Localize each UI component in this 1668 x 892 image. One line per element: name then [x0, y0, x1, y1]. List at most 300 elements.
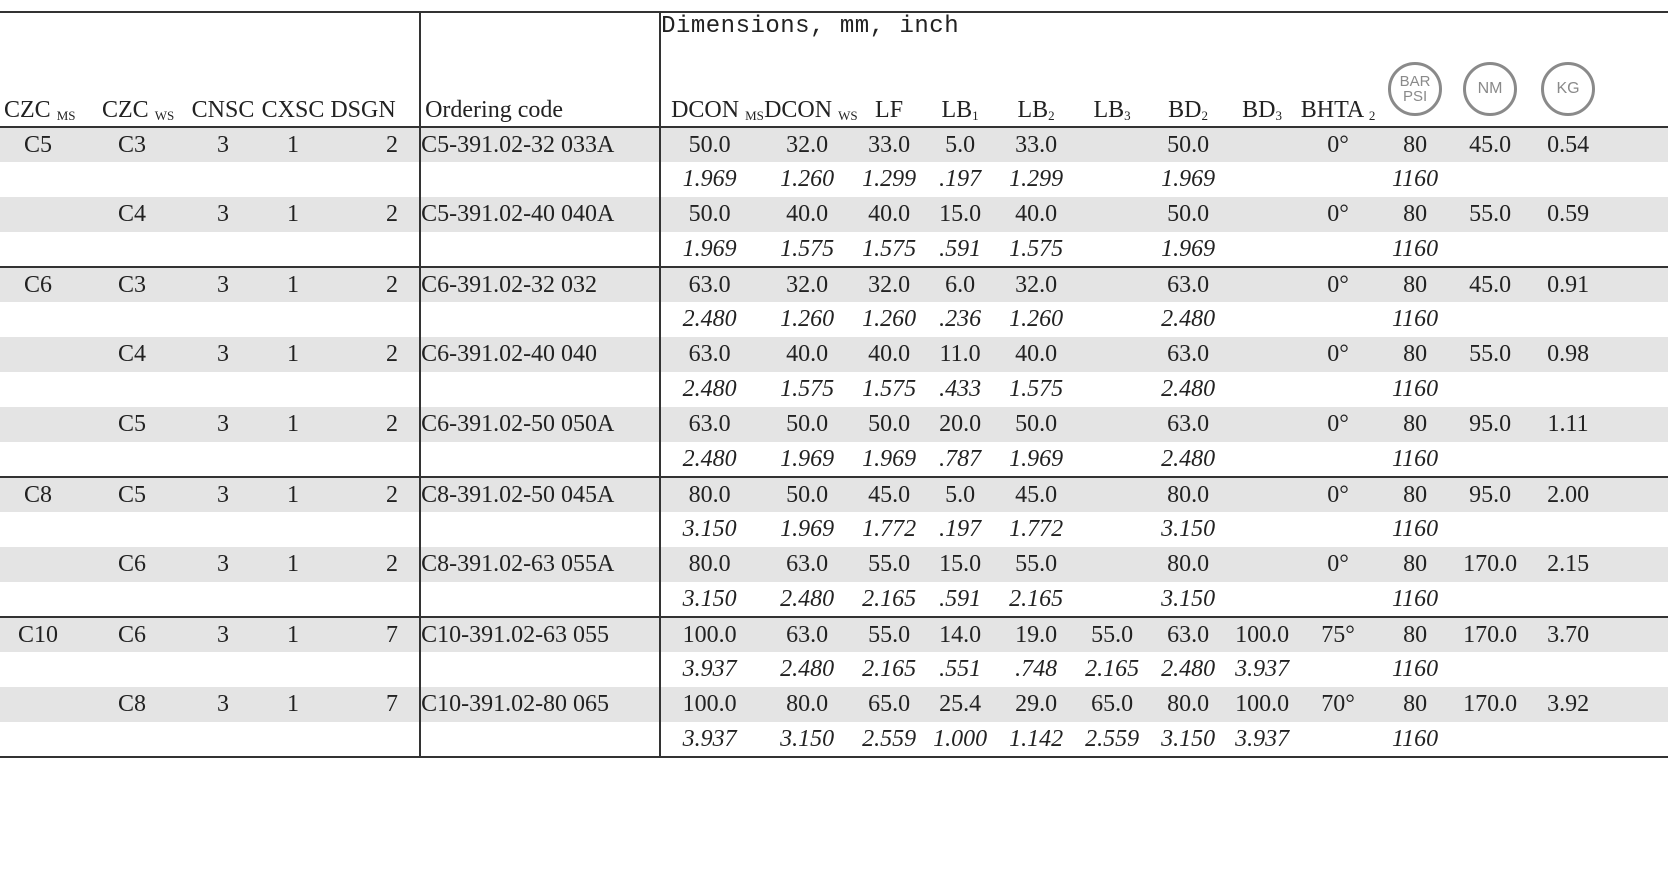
- dcon-ms-inch-cell: 3.150: [660, 582, 758, 617]
- czc-ms-cell: C10: [0, 617, 76, 652]
- bd3-inch-cell: 3.937: [1226, 652, 1298, 687]
- empty-cell: [258, 722, 328, 757]
- empty-cell: [328, 302, 398, 337]
- empty-cell: [1452, 162, 1528, 197]
- czc-ws-cell: C6: [76, 617, 188, 652]
- empty-cell: [1298, 652, 1378, 687]
- kg-cell: 1.11: [1528, 407, 1608, 442]
- psi-cell: 1160: [1378, 372, 1452, 407]
- empty-cell: [420, 582, 660, 617]
- bd2-inch-cell: 1.969: [1150, 232, 1226, 267]
- psi-cell: 1160: [1378, 302, 1452, 337]
- cxsc-cell: 1: [258, 267, 328, 302]
- spacer-cell: [398, 127, 420, 162]
- bd2-cell: 63.0: [1150, 267, 1226, 302]
- lf-cell: 32.0: [856, 267, 922, 302]
- empty-cell: [188, 652, 258, 687]
- table-row-inch: [0, 162, 1668, 197]
- kg-cell: 0.98: [1528, 337, 1608, 372]
- dcon-ms-inch-cell: 2.480: [660, 302, 758, 337]
- cxsc-cell: 1: [258, 197, 328, 232]
- lb2-inch-cell: 1.575: [998, 372, 1074, 407]
- czc-ws-cell: C4: [76, 197, 188, 232]
- bd3-inch-cell: [1226, 232, 1298, 267]
- col-pressure: [1378, 40, 1452, 127]
- cxsc-cell: 1: [258, 687, 328, 722]
- lb1-cell: 11.0: [922, 337, 998, 372]
- table-body: [0, 127, 1668, 757]
- empty-cell: [420, 442, 660, 477]
- empty-cell: [258, 302, 328, 337]
- table-row-inch: [0, 232, 1668, 267]
- bd3-cell: [1226, 547, 1298, 582]
- bd3-cell: 100.0: [1226, 687, 1298, 722]
- spacer-cell: [1608, 442, 1668, 477]
- empty-cell: [328, 442, 398, 477]
- empty-cell: [1528, 652, 1608, 687]
- cnsc-cell: 3: [188, 477, 258, 512]
- lb1-cell: 5.0: [922, 127, 998, 162]
- bhta2-cell: 70°: [1298, 687, 1378, 722]
- table-row-inch: [0, 442, 1668, 477]
- bar-cell: 80: [1378, 477, 1452, 512]
- lb3-inch-cell: [1074, 302, 1150, 337]
- empty-cell: [188, 302, 258, 337]
- cxsc-cell: 1: [258, 477, 328, 512]
- col-cnsc: CNSC: [191, 97, 255, 123]
- bar-cell: 80: [1378, 617, 1452, 652]
- empty-cell: [328, 372, 398, 407]
- lb3-inch-cell: [1074, 162, 1150, 197]
- empty-cell: [76, 722, 188, 757]
- lb1-cell: 14.0: [922, 617, 998, 652]
- bd3-inch-cell: [1226, 162, 1298, 197]
- empty-cell: [1452, 372, 1528, 407]
- dcon-ws-cell: 32.0: [758, 127, 856, 162]
- lb2-inch-cell: 1.260: [998, 302, 1074, 337]
- nm-cell: 95.0: [1452, 407, 1528, 442]
- cnsc-cell: 3: [188, 687, 258, 722]
- nm-cell: 95.0: [1452, 477, 1528, 512]
- nm-cell: 55.0: [1452, 197, 1528, 232]
- lf-cell: 65.0: [856, 687, 922, 722]
- psi-cell: 1160: [1378, 512, 1452, 547]
- empty-cell: [328, 722, 398, 757]
- table-row-inch: [0, 722, 1668, 757]
- lb1-cell: 15.0: [922, 547, 998, 582]
- lf-inch-cell: 1.969: [856, 442, 922, 477]
- bhta2-cell: 75°: [1298, 617, 1378, 652]
- czc-ms-cell: C6: [0, 267, 76, 302]
- empty-cell: [1452, 512, 1528, 547]
- cxsc-cell: 1: [258, 127, 328, 162]
- empty-cell: [420, 232, 660, 267]
- lf-cell: 50.0: [856, 407, 922, 442]
- empty-cell: [258, 232, 328, 267]
- table-row: [0, 337, 1668, 372]
- lb1-cell: 6.0: [922, 267, 998, 302]
- kg-cell: 0.54: [1528, 127, 1608, 162]
- czc-ws-cell: C5: [76, 407, 188, 442]
- kg-cell: 3.92: [1528, 687, 1608, 722]
- table-row-inch: [0, 652, 1668, 687]
- table-row: [0, 687, 1668, 722]
- bar-cell: 80: [1378, 197, 1452, 232]
- bd3-cell: 100.0: [1226, 617, 1298, 652]
- spacer-cell: [398, 302, 420, 337]
- empty-cell: [0, 582, 76, 617]
- bar-cell: 80: [1378, 407, 1452, 442]
- spacer-cell: [398, 477, 420, 512]
- empty-cell: [1452, 302, 1528, 337]
- bd2-cell: 63.0: [1150, 337, 1226, 372]
- dcon-ws-cell: 50.0: [758, 407, 856, 442]
- bhta2-cell: 0°: [1298, 197, 1378, 232]
- lb1-inch-cell: 1.000: [922, 722, 998, 757]
- czc-ms-cell: [0, 407, 76, 442]
- col-bd2: $BD_2$: [1168, 97, 1208, 123]
- table-row-inch: [0, 302, 1668, 337]
- dcon-ms-inch-cell: 2.480: [660, 442, 758, 477]
- empty-cell: [328, 512, 398, 547]
- table-row: [0, 547, 1668, 582]
- lb3-cell: [1074, 547, 1150, 582]
- dcon-ms-cell: 100.0: [660, 617, 758, 652]
- weight-icon: KG: [1541, 62, 1595, 116]
- spacer-cell: [1608, 232, 1668, 267]
- bd3-cell: [1226, 337, 1298, 372]
- lf-inch-cell: 1.299: [856, 162, 922, 197]
- bhta2-cell: 0°: [1298, 127, 1378, 162]
- col-lb1: $LB_1$: [941, 97, 979, 123]
- bar-cell: 80: [1378, 687, 1452, 722]
- lb1-cell: 5.0: [922, 477, 998, 512]
- empty-cell: [1298, 442, 1378, 477]
- bhta2-cell: 0°: [1298, 407, 1378, 442]
- lf-cell: 45.0: [856, 477, 922, 512]
- dcon-ws-inch-cell: 1.260: [758, 162, 856, 197]
- ordering-code-cell: C10-391.02-80 065: [420, 687, 660, 722]
- spacer-cell: [1608, 267, 1668, 302]
- dcon-ms-inch-cell: 2.480: [660, 372, 758, 407]
- psi-cell: 1160: [1378, 162, 1452, 197]
- spacer-cell: [1608, 687, 1668, 722]
- lb2-cell: 32.0: [998, 267, 1074, 302]
- bd3-inch-cell: [1226, 442, 1298, 477]
- empty-cell: [1298, 372, 1378, 407]
- empty-cell: [1452, 232, 1528, 267]
- col-bd3: $BD_3$: [1242, 97, 1282, 123]
- empty-cell: [0, 302, 76, 337]
- dcon-ws-cell: 32.0: [758, 267, 856, 302]
- dcon-ws-inch-cell: 1.969: [758, 512, 856, 547]
- empty-cell: [258, 582, 328, 617]
- header-title-row: [0, 12, 1668, 40]
- spacer-cell: [398, 582, 420, 617]
- col-lb3: $LB_3$: [1093, 97, 1131, 123]
- lf-inch-cell: 2.559: [856, 722, 922, 757]
- cnsc-cell: 3: [188, 197, 258, 232]
- spacer-cell: [398, 547, 420, 582]
- kg-cell: 2.00: [1528, 477, 1608, 512]
- lb1-inch-cell: .197: [922, 162, 998, 197]
- dsgn-cell: 2: [328, 547, 398, 582]
- dcon-ms-cell: 63.0: [660, 407, 758, 442]
- dcon-ms-inch-cell: 1.969: [660, 162, 758, 197]
- czc-ws-cell: C6: [76, 547, 188, 582]
- empty-cell: [328, 232, 398, 267]
- dsgn-cell: 2: [328, 267, 398, 302]
- empty-cell: [1528, 162, 1608, 197]
- empty-cell: [0, 652, 76, 687]
- lb3-inch-cell: [1074, 442, 1150, 477]
- lb1-inch-cell: .787: [922, 442, 998, 477]
- col-cxsc: CXSC: [261, 97, 325, 123]
- empty-cell: [188, 442, 258, 477]
- lb2-cell: 40.0: [998, 337, 1074, 372]
- spacer-cell: [398, 442, 420, 477]
- cxsc-cell: 1: [258, 407, 328, 442]
- col-dcon-ws: DCON $_{WS}$: [764, 97, 858, 123]
- dcon-ms-cell: 100.0: [660, 687, 758, 722]
- dcon-ws-inch-cell: 2.480: [758, 652, 856, 687]
- empty-cell: [76, 232, 188, 267]
- lb3-inch-cell: [1074, 582, 1150, 617]
- czc-ws-cell: C8: [76, 687, 188, 722]
- empty-cell: [328, 582, 398, 617]
- empty-cell: [0, 512, 76, 547]
- bhta2-cell: 0°: [1298, 477, 1378, 512]
- dsgn-cell: 7: [328, 617, 398, 652]
- empty-cell: [188, 722, 258, 757]
- dcon-ms-cell: 63.0: [660, 337, 758, 372]
- nm-cell: 170.0: [1452, 617, 1528, 652]
- lb3-cell: [1074, 197, 1150, 232]
- lb2-cell: 45.0: [998, 477, 1074, 512]
- dcon-ws-inch-cell: 1.969: [758, 442, 856, 477]
- dcon-ws-cell: 63.0: [758, 617, 856, 652]
- bar-cell: 80: [1378, 127, 1452, 162]
- empty-cell: [76, 582, 188, 617]
- czc-ms-cell: [0, 547, 76, 582]
- nm-cell: 45.0: [1452, 267, 1528, 302]
- lb3-cell: [1074, 477, 1150, 512]
- table-row: [0, 617, 1668, 652]
- dcon-ws-cell: 40.0: [758, 337, 856, 372]
- bd3-inch-cell: [1226, 302, 1298, 337]
- czc-ms-cell: C8: [0, 477, 76, 512]
- psi-cell: 1160: [1378, 232, 1452, 267]
- empty-cell: [328, 652, 398, 687]
- dsgn-cell: 2: [328, 477, 398, 512]
- empty-cell: [188, 162, 258, 197]
- spacer-cell: [1608, 652, 1668, 687]
- bd3-cell: [1226, 197, 1298, 232]
- cnsc-cell: 3: [188, 267, 258, 302]
- bhta2-cell: 0°: [1298, 547, 1378, 582]
- ordering-code-cell: C6-391.02-50 050A: [420, 407, 660, 442]
- lf-inch-cell: 1.260: [856, 302, 922, 337]
- psi-cell: 1160: [1378, 582, 1452, 617]
- spacer-cell: [1608, 302, 1668, 337]
- lb1-cell: 15.0: [922, 197, 998, 232]
- empty-cell: [188, 582, 258, 617]
- empty-cell: [76, 372, 188, 407]
- bd2-cell: 80.0: [1150, 687, 1226, 722]
- empty-cell: [420, 372, 660, 407]
- spacer-cell: [398, 687, 420, 722]
- czc-ws-cell: C3: [76, 267, 188, 302]
- lb2-inch-cell: 2.165: [998, 582, 1074, 617]
- spacer-cell: [398, 372, 420, 407]
- table-row-inch: [0, 372, 1668, 407]
- bar-cell: 80: [1378, 267, 1452, 302]
- col-weight: [1528, 40, 1608, 127]
- spacer-cell: [1608, 407, 1668, 442]
- czc-ms-cell: [0, 687, 76, 722]
- col-lb2: $LB_2$: [1017, 97, 1055, 123]
- lb3-cell: [1074, 407, 1150, 442]
- cnsc-cell: 3: [188, 407, 258, 442]
- empty-cell: [258, 372, 328, 407]
- column-header-row: [0, 40, 1668, 127]
- empty-cell: [76, 162, 188, 197]
- lb3-inch-cell: [1074, 232, 1150, 267]
- empty-cell: [258, 512, 328, 547]
- table-row-inch: [0, 512, 1668, 547]
- dcon-ws-cell: 63.0: [758, 547, 856, 582]
- col-torque: [1452, 40, 1528, 127]
- lf-inch-cell: 1.575: [856, 372, 922, 407]
- spacer-cell: [398, 162, 420, 197]
- dcon-ms-cell: 80.0: [660, 477, 758, 512]
- lb3-cell: [1074, 337, 1150, 372]
- dcon-ws-cell: 50.0: [758, 477, 856, 512]
- spacer-cell: [1608, 477, 1668, 512]
- czc-ws-cell: C4: [76, 337, 188, 372]
- lf-inch-cell: 2.165: [856, 582, 922, 617]
- bd3-cell: [1226, 477, 1298, 512]
- kg-cell: 0.59: [1528, 197, 1608, 232]
- spacer-cell: [398, 512, 420, 547]
- lb3-cell: [1074, 267, 1150, 302]
- empty-cell: [1298, 232, 1378, 267]
- spacer-cell: [398, 337, 420, 372]
- empty-cell: [420, 722, 660, 757]
- lb3-inch-cell: 2.165: [1074, 652, 1150, 687]
- dsgn-cell: 2: [328, 127, 398, 162]
- col-dcon-ms: DCON $_{MS}$: [660, 40, 758, 127]
- lb1-inch-cell: .197: [922, 512, 998, 547]
- lb2-inch-cell: 1.772: [998, 512, 1074, 547]
- spacer-cell: [1608, 162, 1668, 197]
- spacer-cell: [398, 722, 420, 757]
- empty-cell: [420, 512, 660, 547]
- ordering-code-cell: C6-391.02-32 032: [420, 267, 660, 302]
- empty-cell: [1528, 582, 1608, 617]
- lf-inch-cell: 2.165: [856, 652, 922, 687]
- empty-cell: [258, 442, 328, 477]
- ordering-code-cell: C8-391.02-63 055A: [420, 547, 660, 582]
- empty-cell: [0, 442, 76, 477]
- bd3-inch-cell: [1226, 372, 1298, 407]
- bd2-cell: 80.0: [1150, 477, 1226, 512]
- bd2-inch-cell: 2.480: [1150, 372, 1226, 407]
- empty-cell: [0, 162, 76, 197]
- cxsc-cell: 1: [258, 547, 328, 582]
- col-czc-ws: CZC $_{WS}$: [102, 97, 175, 123]
- spacer-cell: [1608, 372, 1668, 407]
- bd2-inch-cell: 1.969: [1150, 162, 1226, 197]
- dcon-ws-cell: 40.0: [758, 197, 856, 232]
- dcon-ms-inch-cell: 3.937: [660, 722, 758, 757]
- kg-cell: 3.70: [1528, 617, 1608, 652]
- lf-cell: 40.0: [856, 197, 922, 232]
- cnsc-cell: 3: [188, 127, 258, 162]
- czc-ms-cell: [0, 197, 76, 232]
- dimensions-title: Dimensions, mm, inch: [660, 12, 1668, 40]
- empty-cell: [188, 512, 258, 547]
- empty-cell: [420, 162, 660, 197]
- lb2-cell: 29.0: [998, 687, 1074, 722]
- empty-cell: [1452, 582, 1528, 617]
- bd2-inch-cell: 2.480: [1150, 442, 1226, 477]
- dcon-ms-cell: 50.0: [660, 197, 758, 232]
- spacer-cell: [1608, 512, 1668, 547]
- ordering-code-cell: C10-391.02-63 055: [420, 617, 660, 652]
- cnsc-cell: 3: [188, 337, 258, 372]
- cnsc-cell: 3: [188, 547, 258, 582]
- lb3-inch-cell: [1074, 512, 1150, 547]
- lf-cell: 33.0: [856, 127, 922, 162]
- cnsc-cell: 3: [188, 617, 258, 652]
- spacer-cell: [398, 407, 420, 442]
- bd3-inch-cell: [1226, 512, 1298, 547]
- empty-cell: [1452, 442, 1528, 477]
- nm-cell: 45.0: [1452, 127, 1528, 162]
- lb3-inch-cell: [1074, 372, 1150, 407]
- bd2-inch-cell: 3.150: [1150, 722, 1226, 757]
- dcon-ws-inch-cell: 1.575: [758, 232, 856, 267]
- spacer-cell: [398, 232, 420, 267]
- spacer-cell: [1608, 582, 1668, 617]
- lb1-inch-cell: .591: [922, 582, 998, 617]
- empty-cell: [188, 232, 258, 267]
- pressure-icon: BAR PSI: [1388, 62, 1442, 116]
- empty-cell: [0, 232, 76, 267]
- lf-inch-cell: 1.575: [856, 232, 922, 267]
- col-lf: LF: [875, 97, 904, 123]
- col-dsgn: DSGN: [330, 97, 396, 123]
- lb1-inch-cell: .236: [922, 302, 998, 337]
- spacer-cell: [1608, 617, 1668, 652]
- psi-cell: 1160: [1378, 722, 1452, 757]
- dcon-ms-cell: 80.0: [660, 547, 758, 582]
- bd3-cell: [1226, 407, 1298, 442]
- lb2-inch-cell: 1.299: [998, 162, 1074, 197]
- lb1-inch-cell: .591: [922, 232, 998, 267]
- table-row-inch: [0, 582, 1668, 617]
- lf-cell: 40.0: [856, 337, 922, 372]
- lb2-cell: 33.0: [998, 127, 1074, 162]
- bd3-inch-cell: [1226, 582, 1298, 617]
- table-row: [0, 477, 1668, 512]
- empty-cell: [76, 442, 188, 477]
- bd2-inch-cell: 2.480: [1150, 652, 1226, 687]
- empty-cell: [1298, 512, 1378, 547]
- bd3-cell: [1226, 127, 1298, 162]
- cxsc-cell: 1: [258, 617, 328, 652]
